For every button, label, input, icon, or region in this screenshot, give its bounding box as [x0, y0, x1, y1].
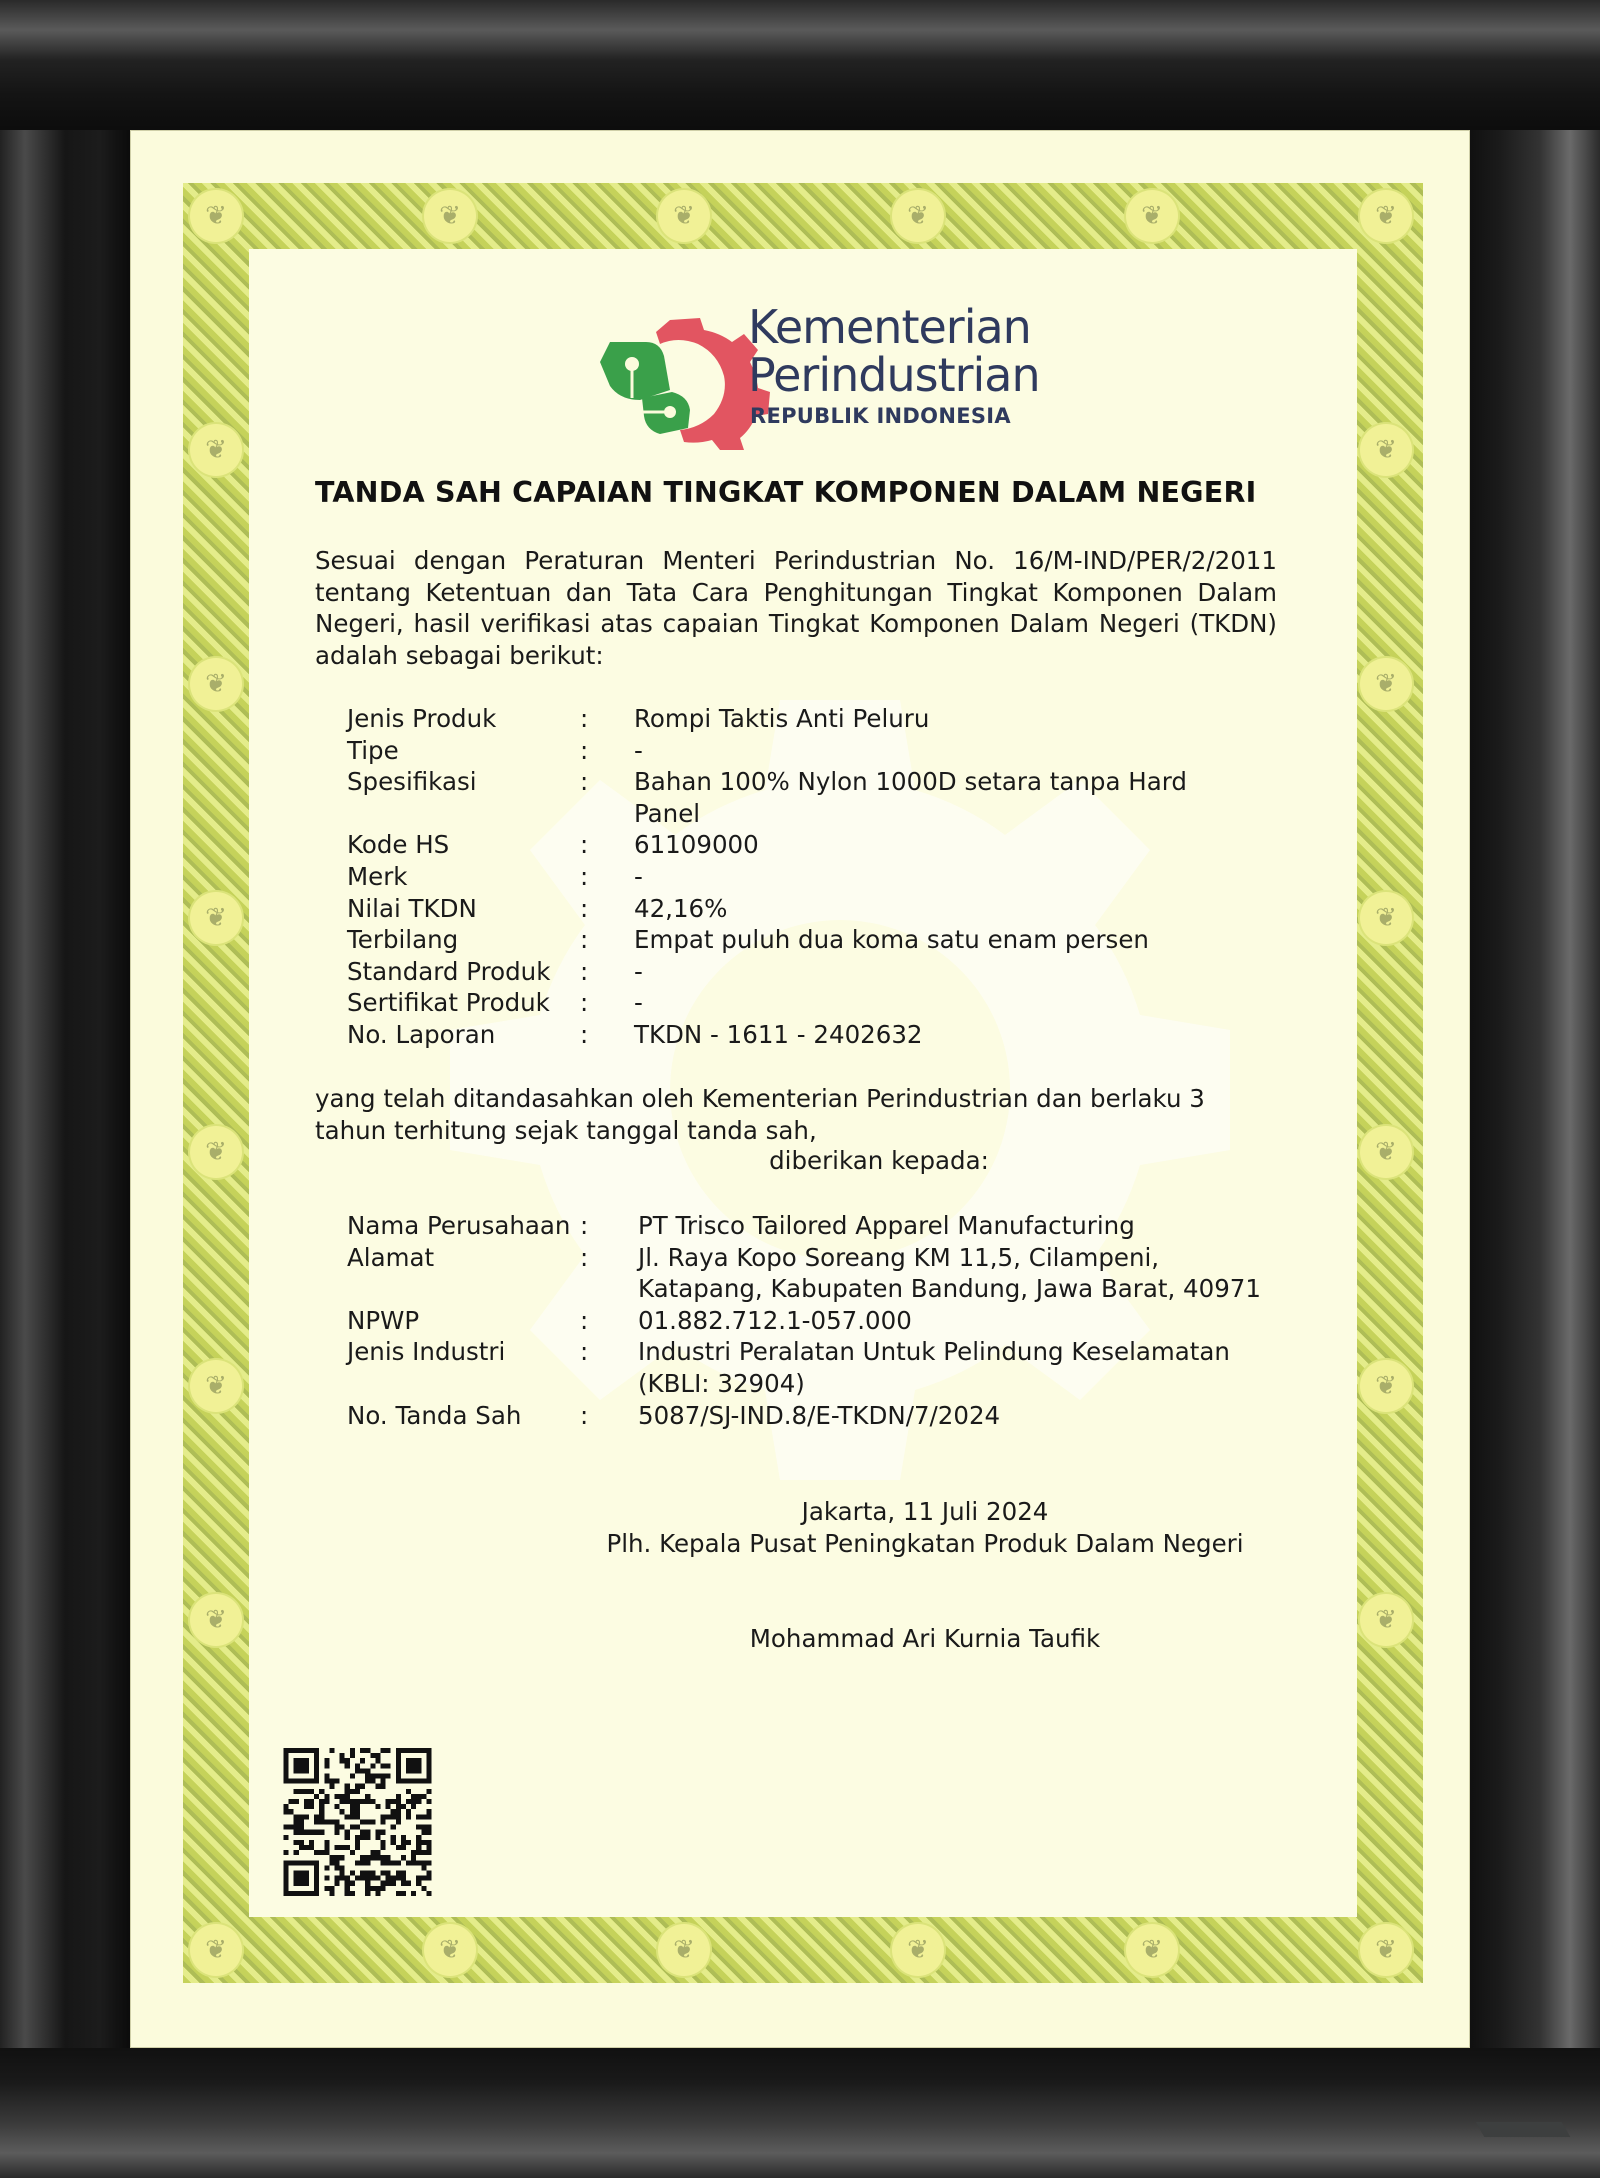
garuda-emblem-icon: ❦	[1360, 190, 1412, 242]
garuda-emblem-icon: ❦	[190, 1924, 242, 1976]
field-separator: :	[580, 988, 589, 1018]
field-separator: :	[580, 1242, 589, 1272]
field-label: NPWP	[347, 1305, 420, 1335]
certificate-title: TANDA SAH CAPAIAN TINGKAT KOMPONEN DALAM NEGERI	[315, 476, 1257, 509]
field-label: No. Laporan	[347, 1019, 496, 1049]
frame-left	[0, 0, 130, 2178]
field-label: Kode HS	[347, 830, 450, 860]
logo-text-kementerian: Kementerian	[748, 300, 1031, 354]
garuda-emblem-icon: ❦	[190, 892, 242, 944]
field-row	[347, 987, 1224, 1019]
garuda-emblem-icon: ❦	[1360, 1594, 1412, 1646]
field-row	[347, 924, 1224, 956]
field-row	[347, 703, 1224, 735]
frame-bottom	[0, 2048, 1600, 2178]
field-separator: :	[580, 1211, 589, 1240]
field-row	[347, 861, 1224, 893]
validity-paragraph: yang telah ditandasahkan oleh Kementerian Perindustrian dan berlaku 3 tahun terhitung sejak tanggal tanda sah,	[315, 1084, 1205, 1145]
garuda-emblem-icon: ❦	[190, 658, 242, 710]
field-label: Tipe	[347, 735, 399, 765]
garuda-emblem-icon: ❦	[1126, 190, 1178, 242]
signatory-position: Plh. Kepala Pusat Peningkatan Produk Dalam Negeri	[606, 1529, 1244, 1558]
field-separator: :	[580, 735, 589, 765]
signatory-name: Mohammad Ari Kurnia Taufik	[749, 1624, 1101, 1653]
signature-place-date: Jakarta, 11 Juli 2024	[801, 1497, 1049, 1526]
garuda-emblem-icon: ❦	[1126, 1924, 1178, 1976]
field-value: -	[634, 956, 643, 986]
field-separator: :	[580, 1337, 589, 1367]
field-row	[347, 735, 1224, 767]
field-row	[347, 1242, 1288, 1305]
field-label: No. Tanda Sah	[347, 1400, 522, 1430]
field-label: Terbilang	[347, 925, 459, 955]
field-value: -	[634, 861, 643, 891]
field-label: Nilai TKDN	[347, 893, 477, 923]
field-label: Jenis Industri	[347, 1337, 506, 1367]
field-row	[347, 1019, 1224, 1051]
field-row	[347, 1336, 1288, 1399]
field-separator: :	[580, 767, 589, 797]
field-separator: :	[580, 1400, 589, 1430]
garuda-emblem-icon: ❦	[892, 1924, 944, 1976]
garuda-emblem-icon: ❦	[190, 1360, 242, 1412]
field-row	[347, 1400, 1288, 1432]
field-label: Standard Produk	[347, 956, 551, 986]
field-row	[347, 956, 1224, 988]
field-value: 5087/SJ-IND.8/E-TKDN/7/2024	[638, 1400, 1001, 1430]
given-to-label: diberikan kepada:	[769, 1146, 989, 1175]
garuda-emblem-icon: ❦	[658, 1924, 710, 1976]
garuda-emblem-icon: ❦	[892, 190, 944, 242]
field-row	[347, 1210, 1288, 1242]
field-value: Industri Peralatan Untuk Pelindung Keselamatan (KBLI: 32904)	[638, 1337, 1230, 1398]
frame-top	[0, 0, 1600, 130]
product-details	[347, 703, 1224, 1051]
garuda-emblem-icon: ❦	[424, 1924, 476, 1976]
garuda-emblem-icon: ❦	[1360, 892, 1412, 944]
field-value: PT Trisco Tailored Apparel Manufacturing	[638, 1211, 1135, 1240]
field-value: TKDN - 1611 - 2402632	[634, 1019, 923, 1049]
field-row	[347, 829, 1224, 861]
field-label: Jenis Produk	[347, 704, 497, 733]
frame-hanger-notch	[1476, 2122, 1571, 2137]
field-value: -	[634, 988, 643, 1018]
qr-code-icon[interactable]	[282, 1748, 433, 1896]
field-row	[347, 893, 1224, 925]
garuda-emblem-icon: ❦	[190, 190, 242, 242]
field-value: 61109000	[634, 830, 759, 860]
field-value: Rompi Taktis Anti Peluru	[634, 704, 930, 733]
field-separator: :	[580, 925, 589, 955]
field-row	[347, 1305, 1288, 1337]
field-value: 42,16%	[634, 893, 728, 923]
garuda-emblem-icon: ❦	[424, 190, 476, 242]
garuda-emblem-icon: ❦	[1360, 1360, 1412, 1412]
field-value: -	[634, 735, 643, 765]
field-separator: :	[580, 1019, 589, 1049]
field-value: Bahan 100% Nylon 1000D setara tanpa Hard Panel	[634, 767, 1187, 828]
field-label: Nama Perusahaan	[347, 1211, 571, 1240]
logo-text-republik: REPUBLIK INDONESIA	[750, 404, 1011, 428]
garuda-emblem-icon: ❦	[1360, 424, 1412, 476]
garuda-emblem-icon: ❦	[190, 1594, 242, 1646]
logo-text-perindustrian: Perindustrian	[748, 348, 1040, 402]
field-separator: :	[580, 861, 589, 891]
field-label: Sertifikat Produk	[347, 988, 550, 1018]
field-label: Alamat	[347, 1242, 435, 1272]
intro-paragraph: Sesuai dengan Peraturan Menteri Perindustrian No. 16/M-IND/PER/2/2011 tentang Ketentuan dan Tata Cara Penghitungan Tingkat Komponen Dalam Negeri, hasil verifikasi atas capaian Tingkat Komponen Dalam Negeri (TKDN) adalah sebagai berikut:	[315, 546, 1277, 670]
garuda-emblem-icon: ❦	[1360, 1924, 1412, 1976]
field-separator: :	[580, 956, 589, 986]
garuda-emblem-icon: ❦	[1360, 658, 1412, 710]
field-separator: :	[580, 704, 589, 733]
garuda-emblem-icon: ❦	[190, 1126, 242, 1178]
field-separator: :	[580, 893, 589, 923]
field-label: Merk	[347, 861, 408, 891]
frame-right	[1470, 0, 1600, 2178]
field-value: Jl. Raya Kopo Soreang KM 11,5, Cilampeni, Katapang, Kabupaten Bandung, Jawa Barat, 40971	[638, 1242, 1261, 1304]
field-label: Spesifikasi	[347, 767, 477, 797]
field-value: Empat puluh dua koma satu enam persen	[634, 925, 1149, 955]
field-row	[347, 766, 1224, 829]
garuda-emblem-icon: ❦	[1360, 1126, 1412, 1178]
field-value: 01.882.712.1-057.000	[638, 1305, 912, 1335]
garuda-emblem-icon: ❦	[658, 190, 710, 242]
garuda-emblem-icon: ❦	[190, 424, 242, 476]
field-separator: :	[580, 830, 589, 860]
field-separator: :	[580, 1305, 589, 1335]
company-details	[347, 1210, 1288, 1431]
